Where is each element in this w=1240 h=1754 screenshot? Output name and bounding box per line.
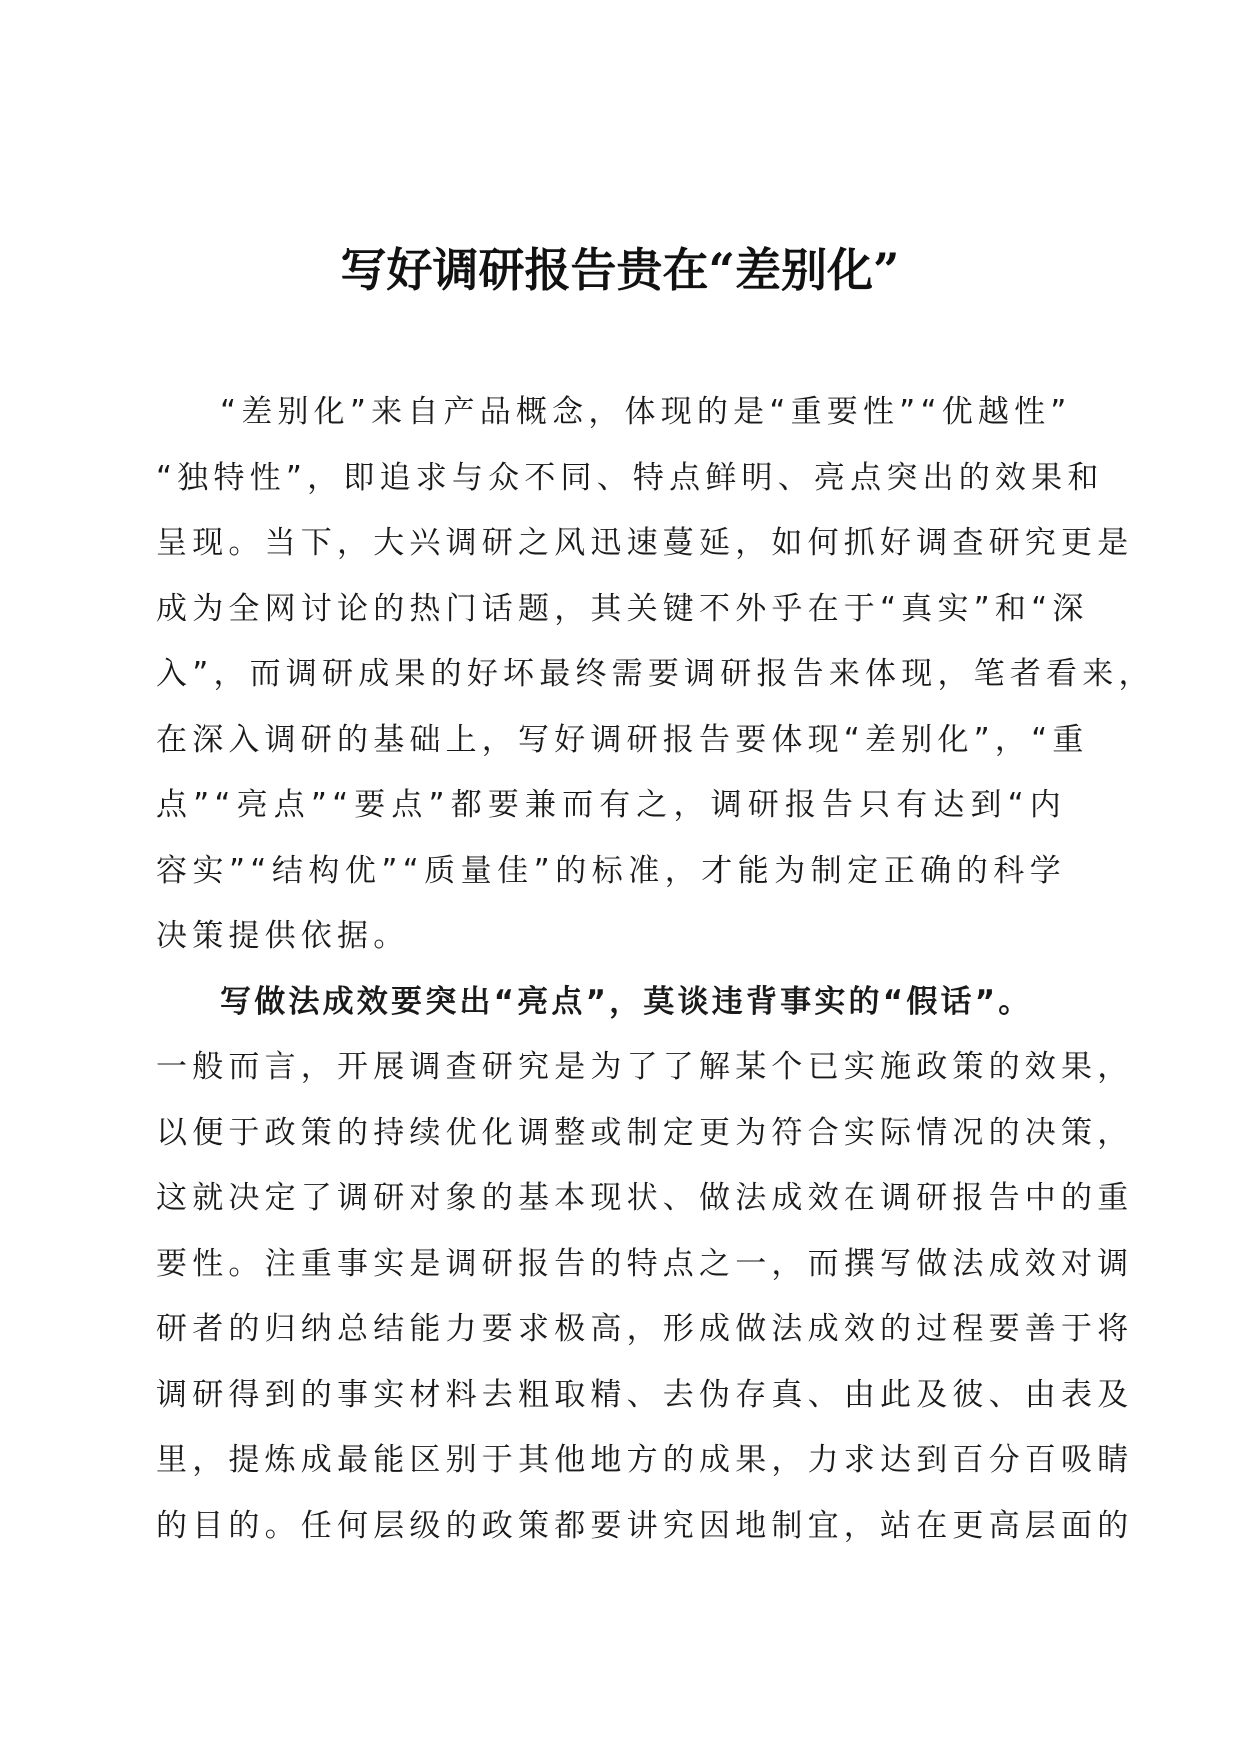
paragraph-line: 一般而言，开展调查研究是为了了解某个已实施政策的效果，: [156, 1049, 1134, 1085]
document-body: [156, 380, 1155, 1559]
paragraph-line: 决策提供依据。: [156, 918, 410, 954]
paragraph-highlights: [156, 970, 1134, 1560]
paragraph-line: 容实”“结构优”“质量佳”的标准，才能为制定正确的科学: [156, 852, 1066, 889]
paragraph-line: 要性。注重事实是调研报告的特点之一，而撰写做法成效对调: [156, 1245, 1134, 1282]
paragraph-intro: [156, 380, 1155, 970]
paragraph-line: 点”“亮点”“要点”都要兼而有之，调研报告只有达到“内: [156, 787, 1066, 823]
paragraph-line: 里，提炼成最能区别于其他地方的成果，力求达到百分百吸睛: [156, 1442, 1134, 1478]
paragraph-line: 呈现。当下，大兴调研之风迅速蔓延，如何抓好调查研究更是: [156, 525, 1134, 561]
paragraph-line: 在深入调研的基础上，写好调研报告要体现“差别化”，“重: [156, 721, 1089, 758]
paragraph-line: “独特性”，即追求与众不同、特点鲜明、亮点突出的效果和: [156, 459, 1104, 496]
section-lead-sentence: 写做法成效要突出“亮点”，莫谈违背事实的“假话”。: [220, 983, 1033, 1020]
document-title: 写好调研报告贵在“差别化”: [340, 243, 900, 297]
paragraph-line: 的目的。任何层级的政策都要讲究因地制宜，站在更高层面的: [156, 1507, 1134, 1544]
paragraph-line: 入”，而调研成果的好坏最终需要调研报告来体现，笔者看来，: [156, 656, 1155, 692]
paragraph-line: 调研得到的事实材料去粗取精、去伪存真、由此及彼、由表及: [156, 1376, 1134, 1413]
paragraph-line: 这就决定了调研对象的基本现状、做法成效在调研报告中的重: [156, 1180, 1134, 1216]
paragraph-line: 成为全网讨论的热门话题，其关键不外乎在于“真实”和“深: [156, 590, 1089, 627]
paragraph-line: 以便于政策的持续优化调整或制定更为符合实际情况的决策，: [156, 1114, 1134, 1151]
paragraph-line: 研者的归纳总结能力要求极高，形成做法成效的过程要善于将: [156, 1311, 1134, 1347]
paragraph-line: “差别化”来自产品概念，体现的是“重要性”“优越性”: [220, 394, 1072, 430]
